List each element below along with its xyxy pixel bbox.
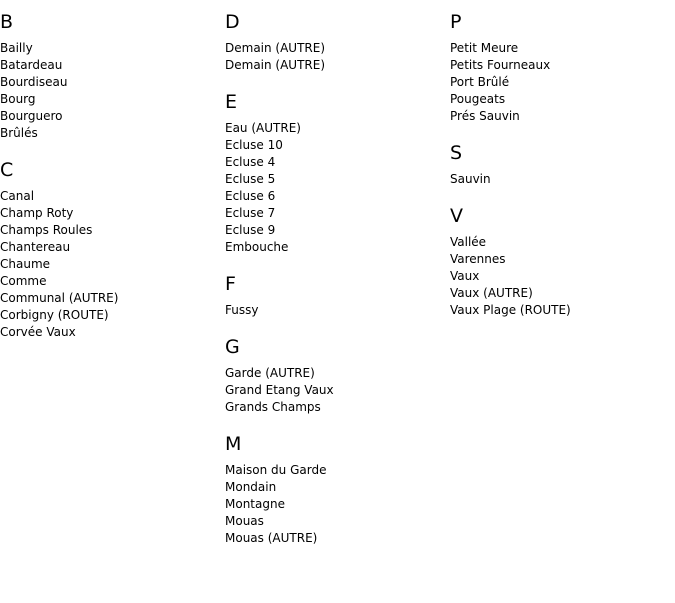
place-link[interactable]: Ecluse 4 (225, 155, 276, 169)
place-link[interactable]: Vallée (450, 235, 487, 249)
place-link[interactable]: Petit Meure (450, 41, 519, 55)
place-link[interactable]: Bailly (0, 41, 33, 55)
place-link[interactable]: Comme (0, 274, 47, 288)
index-column-3 (450, 0, 670, 335)
place-link[interactable]: Brûlés (0, 126, 38, 140)
place-link[interactable]: Canal (0, 189, 35, 203)
place-link[interactable]: Bourdiseau (0, 75, 68, 89)
letter-group-f (225, 272, 445, 319)
place-link[interactable]: Port Brûlé (450, 75, 510, 89)
place-link[interactable]: Batardeau (0, 58, 63, 72)
place-link[interactable]: Mouas (225, 514, 264, 528)
place-link[interactable]: Ecluse 10 (225, 138, 283, 152)
letter-group-v (450, 204, 670, 319)
place-link[interactable]: Embouche (225, 240, 289, 254)
place-link[interactable]: Communal (AUTRE) (0, 291, 119, 305)
index-column-1 (0, 0, 220, 357)
place-link[interactable]: Petits Fourneaux (450, 58, 551, 72)
place-link[interactable]: Grand Etang Vaux (225, 383, 334, 397)
letter-heading: G (225, 336, 240, 358)
place-link[interactable]: Varennes (450, 252, 506, 266)
place-link[interactable]: Vaux (450, 269, 480, 283)
letter-heading: P (450, 11, 462, 33)
place-link[interactable]: Eau (AUTRE) (225, 121, 301, 135)
letter-group-c (0, 158, 220, 341)
place-link[interactable]: Corvée Vaux (0, 325, 76, 339)
letter-group-m (225, 432, 445, 547)
place-link[interactable]: Chaume (0, 257, 51, 271)
letter-group-g (225, 335, 445, 416)
place-link[interactable]: Fussy (225, 303, 259, 317)
place-link[interactable]: Chantereau (0, 240, 71, 254)
letter-heading: D (225, 11, 240, 33)
place-link[interactable]: Mouas (AUTRE) (225, 531, 318, 545)
letter-heading: V (450, 205, 463, 227)
place-link[interactable]: Mondain (225, 480, 277, 494)
place-link[interactable]: Demain (AUTRE) (225, 41, 326, 55)
place-link[interactable]: Garde (AUTRE) (225, 366, 315, 380)
letter-heading: E (225, 91, 238, 113)
letter-heading: B (0, 11, 14, 33)
place-link[interactable]: Ecluse 5 (225, 172, 276, 186)
place-link[interactable]: Corbigny (ROUTE) (0, 308, 109, 322)
place-link[interactable]: Vaux (AUTRE) (450, 286, 533, 300)
place-link[interactable]: Prés Sauvin (450, 109, 520, 123)
index-column-2 (225, 0, 445, 563)
letter-heading: S (450, 142, 463, 164)
place-link[interactable]: Bourg (0, 92, 36, 106)
letter-heading: M (225, 433, 242, 455)
place-link[interactable]: Champs Roules (0, 223, 93, 237)
letter-group-b (0, 10, 220, 142)
place-link[interactable]: Grands Champs (225, 400, 321, 414)
letter-group-d (225, 10, 445, 74)
place-link[interactable]: Ecluse 9 (225, 223, 276, 237)
place-link[interactable]: Champ Roty (0, 206, 74, 220)
letter-heading: C (0, 159, 14, 181)
place-link[interactable]: Bourguero (0, 109, 63, 123)
place-link[interactable]: Pougeats (450, 92, 506, 106)
place-link[interactable]: Sauvin (450, 172, 491, 186)
letter-group-e (225, 90, 445, 256)
letter-group-p (450, 10, 670, 125)
place-link[interactable]: Demain (AUTRE) (225, 58, 326, 72)
letter-group-s (450, 141, 670, 188)
place-link[interactable]: Vaux Plage (ROUTE) (450, 303, 571, 317)
place-link[interactable]: Montagne (225, 497, 285, 511)
letter-heading: F (225, 273, 236, 295)
place-link[interactable]: Ecluse 6 (225, 189, 276, 203)
place-link[interactable]: Maison du Garde (225, 463, 327, 477)
place-link[interactable]: Ecluse 7 (225, 206, 276, 220)
